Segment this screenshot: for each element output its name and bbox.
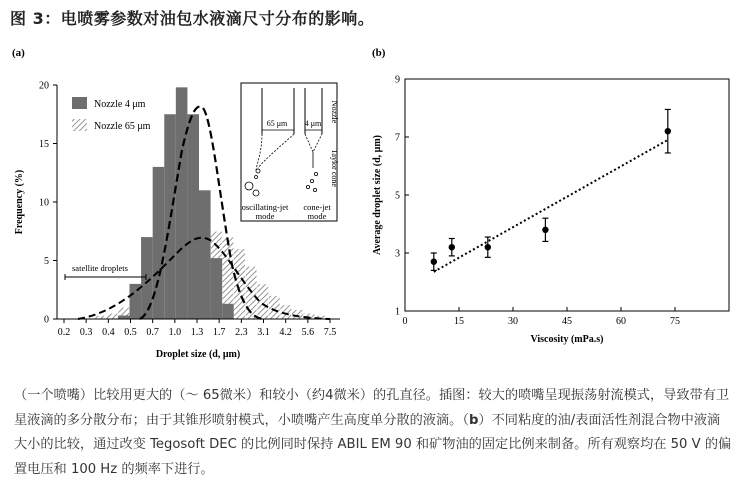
data-point-0 [431,259,437,265]
data-point-1 [449,244,455,250]
b-y-tick-label-4: 9 [395,74,400,86]
inset-nozzle-label: Nozzle [330,100,339,124]
data-point-3 [542,227,548,233]
legend-label-65um: Nozzle 65 μm [94,121,151,132]
satellite-bracket [65,274,146,280]
inset-65um-label: 65 μm [266,119,288,128]
data-point-2 [485,244,491,250]
data-point-4 [665,128,671,134]
panel-b [372,47,729,345]
a-x-tick-label-8: 2.3 [235,327,248,338]
caption-part1: （一个喷嘴）比较用更大的（～ 65微米）和较小（约4微米）的孔直径。插图：较大的喷嘴呈现振荡射流模式，导致带有卫星液滴的多分散分布；由于其锥形喷射模式，小喷嘴产生高度单分散的液滴。（ [14,388,730,428]
a-y-tick-label-4: 20 [39,80,49,92]
caption-bold-b: b [468,412,479,428]
b-x-ticks [403,307,681,327]
a-x-tick-label-3: 0.5 [124,327,137,338]
bar-4um-11 [187,114,199,319]
a-x-tick-label-5: 1.0 [168,327,182,338]
panel-b-label: (b) [372,47,386,59]
bar-4um-7 [141,237,153,319]
bar-65um-17 [257,284,269,319]
b-y-tick-label-0: 1 [395,306,400,318]
bar-4um-10 [176,87,188,319]
b-x-tick-label-2: 30 [508,316,518,327]
a-x-tick-label-11: 5.6 [301,327,315,338]
trendline [434,140,668,272]
bar-65um-19 [280,305,292,319]
inset-taylor-label: Taylor cone [330,149,339,187]
b-y-axis-label: Average droplet size (d, μm) [372,135,383,255]
b-plot-frame [405,79,729,311]
a-y-ticks [39,81,57,326]
b-x-axis-label: Viscosity (mPa.s) [530,334,604,345]
inset-cone-line2: mode [307,211,327,221]
inset-osc-line2: mode [255,211,275,221]
panel-a-label: (a) [12,47,25,59]
caption-part2: ）不同粘度的油/表面活性剂混合物中液滴大小的比较，通过改变 Tegosoft DEC 的比例同时保持 ABIL EM 90 和矿物油的固定比例来制备。所有观察均在 50 V 的偏置电压和 100 Hz 的频率下进行。 [14,412,732,477]
satellite-label: satellite droplets [72,263,128,273]
inset-4um-label: 4 μm [304,119,322,128]
b-y-ticks [395,75,409,318]
a-x-tick-label-0: 0.2 [57,327,71,338]
b-x-tick-label-4: 60 [616,316,626,327]
legend-swatch-65um [72,119,87,131]
legend-swatch-4um [72,97,87,109]
inset-cone-line1: cone-jet [303,202,331,212]
bar-65um-18 [269,296,281,319]
inset-diagram [241,83,339,221]
a-x-tick-label-6: 1.3 [190,327,204,338]
bar-4um-14 [222,304,234,319]
bar-4um-12 [199,190,211,319]
a-y-tick-label-3: 15 [39,139,49,150]
bar-4um-5 [118,315,130,319]
b-y-tick-label-2: 5 [395,190,400,202]
a-x-tick-label-9: 3.1 [257,327,270,338]
figure-caption [14,384,732,482]
figure [0,40,741,380]
inset-osc-line1: oscillating-jet [241,202,289,212]
a-x-tick-label-2: 0.4 [102,327,115,338]
b-y-tick-label-3: 7 [395,132,400,144]
figure-title: 图 3：电喷雾参数对油包水液滴尺寸分布的影响。 [10,9,375,28]
a-y-axis-label: Frequency (%) [14,169,25,235]
a-x-tick-label-12: 7.5 [323,327,337,338]
b-x-tick-label-1: 15 [454,316,464,327]
a-y-tick-label-1: 5 [44,256,49,267]
bar-65um-15 [234,249,246,319]
bar-4um-13 [211,258,223,319]
a-x-tick-label-10: 4.2 [279,327,292,338]
a-y-tick-label-2: 10 [39,197,49,209]
b-x-tick-label-3: 45 [562,316,572,327]
b-x-tick-label-5: 75 [670,316,680,327]
a-x-tick-label-1: 0.3 [79,327,93,338]
b-y-tick-label-1: 3 [395,248,400,260]
data-points [431,109,671,270]
bar-65um-4 [106,313,118,319]
legend-label-4um: Nozzle 4 μm [94,99,146,110]
bar-65um-20 [292,310,304,319]
a-x-axis-label: Droplet size (d, μm) [155,349,241,360]
b-x-tick-label-0: 0 [402,316,408,327]
a-x-tick-label-7: 1.7 [212,327,226,338]
a-y-tick-label-0: 0 [44,314,49,326]
a-x-ticks [58,319,337,338]
a-x-tick-label-4: 0.7 [146,327,159,338]
panel-a [12,47,340,360]
bar-65um-3 [95,315,107,319]
